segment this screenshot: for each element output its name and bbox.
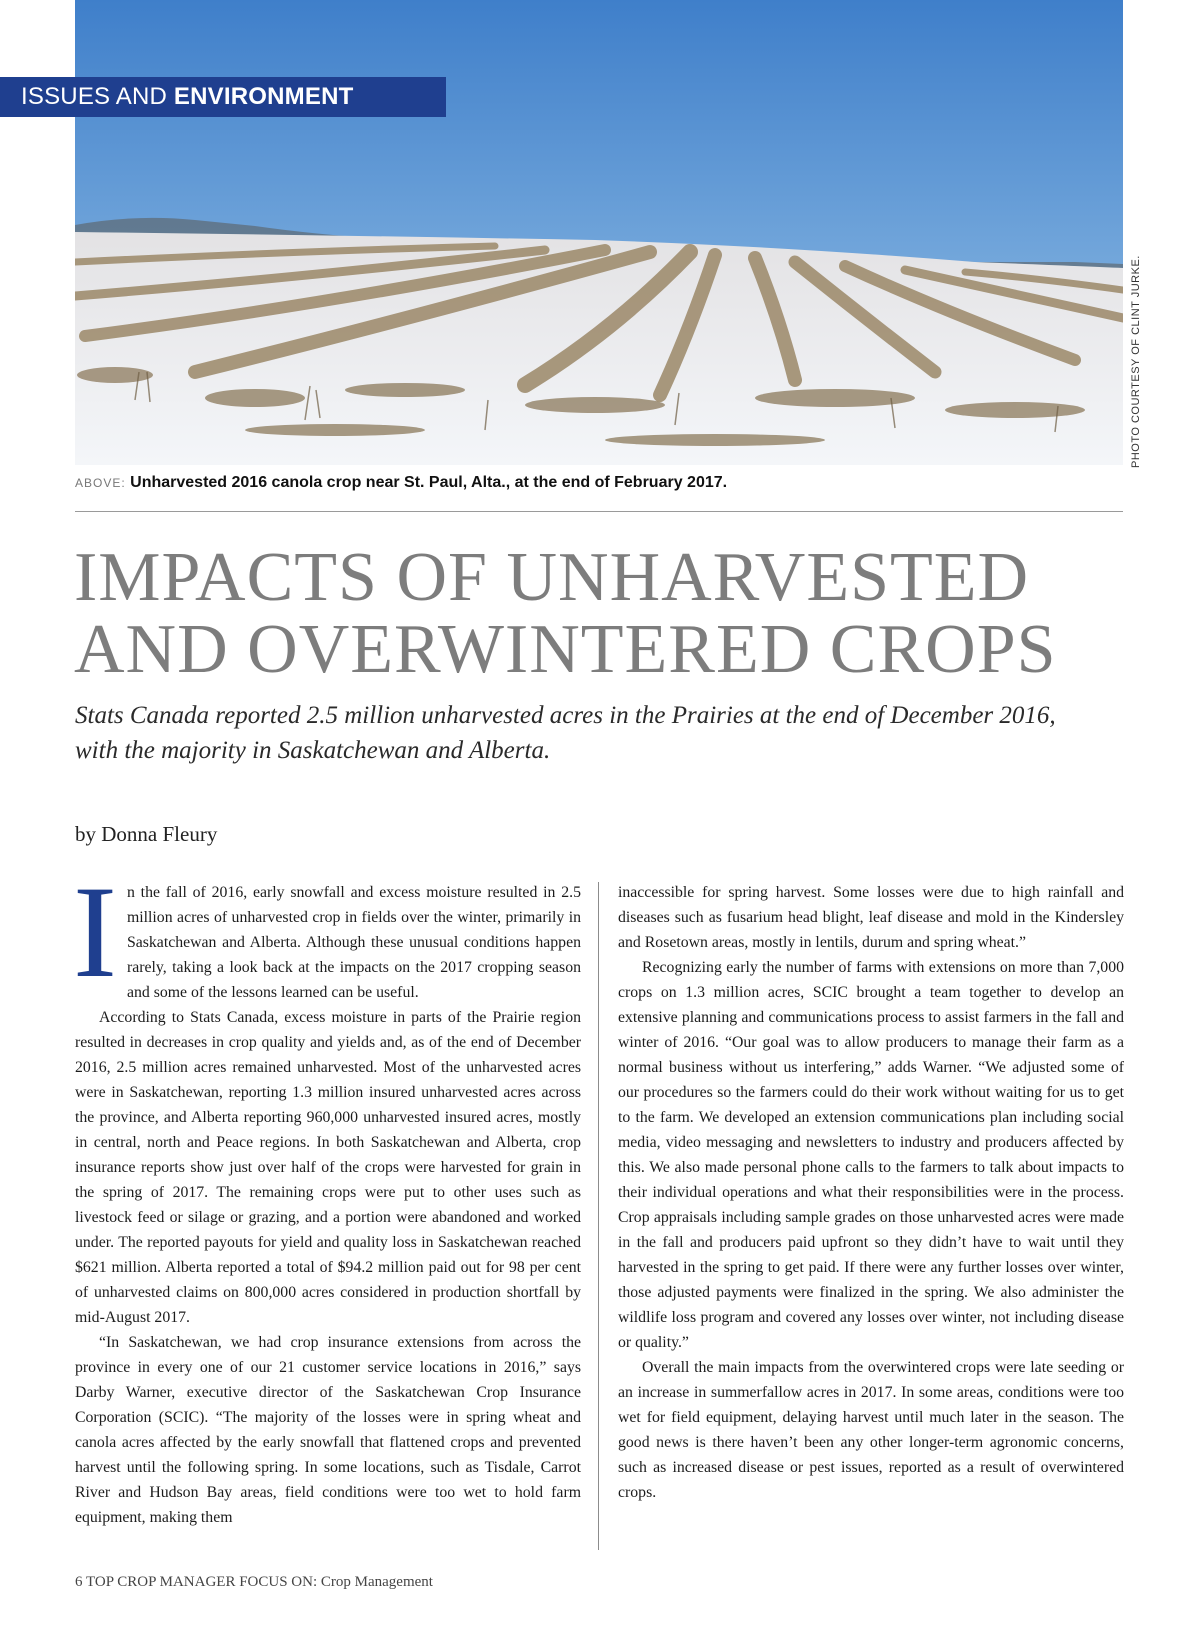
paragraph: Overall the main impacts from the overwintered crops were late seeding or an increase in summerfallow acres in 2017. In some areas, conditions were too wet for field equipment, delaying harvest until much later in the season. The good news is there haven’t been any other longer-term agronomic concerns, such as increased disease or pest issues, reported as a result of overwintered crops. — [618, 1359, 1124, 1501]
photo-credit: PHOTO COURTESY OF CLINT JURKE. — [1130, 255, 1142, 468]
caption-lead: ABOVE: — [75, 476, 126, 490]
hero-photo — [75, 0, 1123, 465]
deck-line-2: with the majority in Saskatchewan and Alberta. — [75, 737, 551, 764]
drop-cap: I — [73, 858, 117, 1005]
article-deck — [75, 698, 1123, 768]
section-banner — [0, 77, 446, 117]
article-headline — [74, 539, 1134, 688]
column-divider — [598, 882, 599, 1550]
headline-line-1: IMPACTS OF UNHARVESTED — [74, 539, 1030, 616]
paragraph: inaccessible for spring harvest. Some losses were due to high rainfall and diseases such as fusarium head blight, leaf disease and mold in the Kindersley and Rosetown areas, mostly in lentils, durum and spring wheat.” — [618, 884, 1124, 951]
photo-caption — [75, 474, 1123, 492]
article-column-left — [73, 858, 581, 1530]
caption-divider — [75, 511, 1123, 512]
article-column-right — [618, 880, 1124, 1505]
paragraph — [73, 858, 581, 1005]
paragraph: Recognizing early the number of farms with extensions on more than 7,000 crops on 1.3 million acres, SCIC brought a team together to develop an extensive planning and communications process to assist farmers in the fall and winter of 2016. “Our goal was to allow producers to manage their farm as a normal business without us interfering,” adds Warner. “We adjusted some of our procedures so the farmers could do their work without waiting for us to get to the farm. We developed an extension communications plan including social media, video messaging and newsletters to industry and producers affected by this. We also made personal phone calls to the farmers to talk about impacts to their individual operations and what their responsibilities were in the process. Crop appraisals including sample grades on those unharvested acres were made in the fall and producers paid upfront so they didn’t have to wait until they harvested in the spring to get paid. If there were any further losses over winter, those adjusted payments were finalized in the spring. We also administer the wildlife loss program and covered any losses over winter, not including disease or quality.” — [618, 959, 1124, 1351]
section-label-thin: ISSUES AND — [21, 83, 168, 110]
section-label-bold: ENVIRONMENT — [173, 83, 354, 110]
section-label — [0, 83, 353, 111]
field-landscape-image — [75, 0, 1123, 465]
page-footer: 6 TOP CROP MANAGER FOCUS ON: Crop Management — [75, 1574, 433, 1590]
paragraph: “In Saskatchewan, we had crop insurance extensions from across the province in every one of our 21 customer service locations in 2016,” says Darby Warner, executive director of the Saskatchewan Crop Insurance Corporation (SCIC). “The majority of the losses were in spring wheat and canola acres affected by the early snowfall that flattened crops and prevented harvest until the following spring. In some locations, such as Tisdale, Carrot River and Hudson Bay areas, field conditions were too wet to hold farm equipment, making them — [75, 1334, 581, 1526]
byline: by Donna Fleury — [75, 822, 218, 846]
headline-line-2: AND OVERWINTERED CROPS — [74, 611, 1057, 688]
paragraph: According to Stats Canada, excess moisture in parts of the Prairie region resulted in decreases in crop quality and yields and, as of the end of December 2016, 2.5 million acres remained unharvested. Most of the unharvested acres were in Saskatchewan, reporting 1.3 million insured unharvested acres across the province, and Alberta reporting 960,000 unharvested insured acres, mostly in central, north and Peace regions. In both Saskatchewan and Alberta, crop insurance reports show just over half of the crops were harvested for grain in the spring of 2017. The remaining crops were put to other uses such as livestock feed or silage or grazing, and a portion were abandoned and worked under. The reported payouts for yield and quality loss in Saskatchewan reached $621 million. Alberta reported a total of $94.2 million paid out for 98 per cent of unharvested claims on 800,000 acres considered in production shortfall by mid-August 2017. — [75, 1009, 581, 1326]
deck-line-1: Stats Canada reported 2.5 million unharvested acres in the Prairies at the end of December 2016, — [75, 702, 1056, 729]
paragraph-text: n the fall of 2016, early snowfall and excess moisture resulted in 2.5 million acres of unharvested crop in fields over the winter, primarily in Saskatchewan and Alberta. Although these unusual conditions happen rarely, taking a look back at the impacts on the 2017 cropping season and some of the lessons learned can be useful. — [126, 884, 581, 1001]
caption-text: Unharvested 2016 canola crop near St. Paul, Alta., at the end of February 2017. — [130, 474, 728, 491]
